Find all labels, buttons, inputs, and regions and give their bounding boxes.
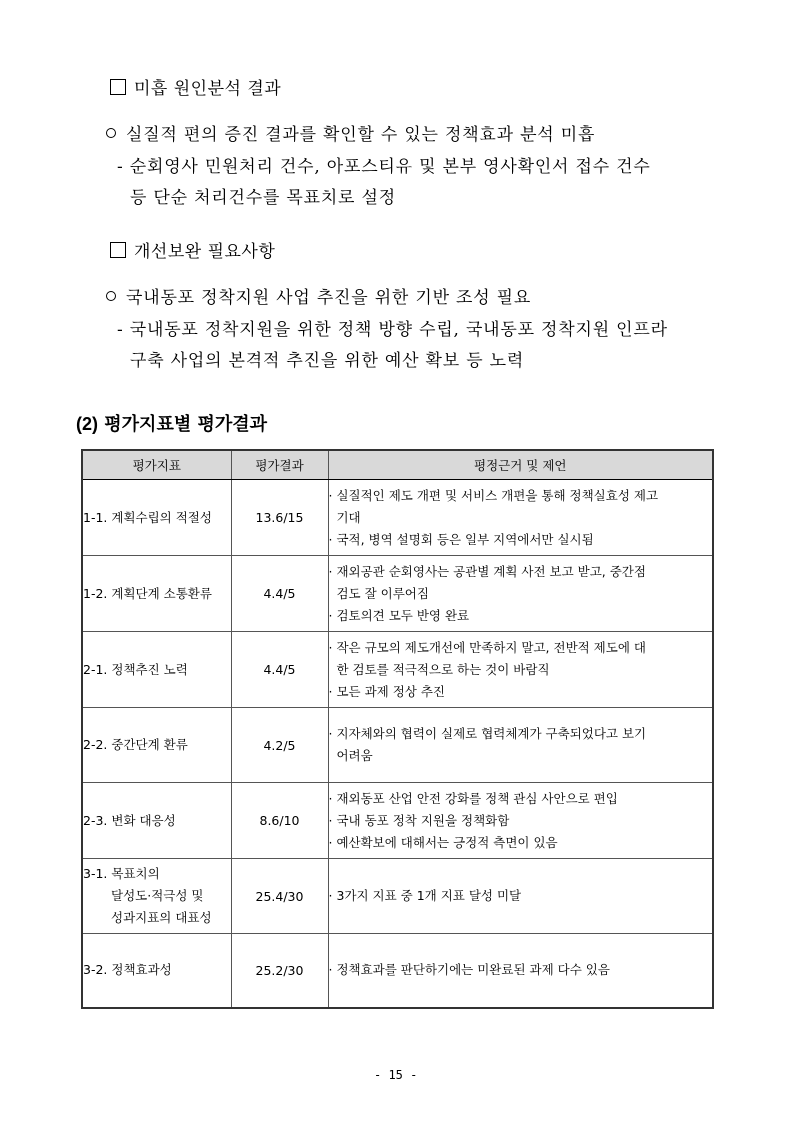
page-number: - 15 -: [374, 1068, 418, 1082]
indicator-text: 2-2. 중간단계 환류: [83, 737, 188, 752]
table-row: [82, 556, 713, 632]
comment-cell: [328, 556, 713, 632]
table-row: [82, 480, 713, 556]
evaluation-table: [81, 449, 714, 1009]
comment-cell: [328, 632, 713, 708]
indicator-text: 3-1. 목표치의: [83, 866, 160, 881]
indicator-text: 2-1. 정책추진 노력: [83, 661, 188, 677]
indicator-cell: [82, 859, 231, 934]
indicator-cell: [82, 480, 231, 556]
header-indicator: 평가지표: [82, 450, 231, 480]
section-heading-1: [110, 74, 281, 99]
table-row: [82, 859, 713, 934]
bullet-1: [106, 120, 595, 145]
comment-cell: [328, 859, 713, 934]
indicator-text: 성과지표의 대표성: [111, 910, 212, 925]
result-cell: 25.2/30: [231, 934, 328, 1008]
table-row: [82, 934, 713, 1008]
result-cell: 13.6/15: [231, 480, 328, 556]
indicator-text: 1-1. 계획수립의 적절성: [83, 509, 212, 525]
comment-line: · 정책효과를 판단하기에는 미완료된 과제 다수 있음: [328, 962, 610, 978]
comment-line: · 3가지 지표 중 1개 지표 달성 미달: [328, 888, 522, 903]
comment-cell: [328, 934, 713, 1008]
comment-line: · 작은 규모의 제도개선에 만족하지 말고, 전반적 제도에 대: [328, 639, 646, 655]
section-number: (2): [76, 414, 98, 434]
table-row: [82, 783, 713, 859]
result-cell: 4.4/5: [231, 632, 328, 708]
indicator-cell: [82, 934, 231, 1008]
circle-bullet-icon: [106, 128, 116, 138]
section-heading-text: 미흡 원인분석 결과: [134, 79, 282, 99]
indicator-cell: [82, 632, 231, 708]
indicator-text: 달성도·적극성 및: [111, 888, 204, 903]
comment-line: · 지자체와의 협력이 실제로 협력체계가 구축되었다고 보기: [328, 726, 647, 741]
comment-cell: [328, 783, 713, 859]
comment-line: 어려움: [328, 748, 373, 763]
indicator-cell: [82, 556, 231, 632]
indicator-text: 1-2. 계획단계 소통환류: [83, 585, 212, 601]
table-row: [82, 632, 713, 708]
result-cell: 8.6/10: [231, 783, 328, 859]
comment-line: 기대: [328, 509, 361, 525]
section-heading-2: [110, 237, 275, 262]
comment-line: · 실질적인 제도 개편 및 서비스 개편을 통해 정책실효성 제고: [328, 487, 659, 503]
section-heading-text: 개선보완 필요사항: [134, 242, 276, 262]
table-header-row: [82, 450, 713, 480]
comment-line: · 국적, 병역 설명회 등은 일부 지역에서만 실시됨: [328, 531, 594, 547]
indicator-text: 3-2. 정책효과성: [83, 962, 172, 978]
comment-cell: [328, 480, 713, 556]
indicator-cell: [82, 783, 231, 859]
bullet-text: 국내동포 정착지원 사업 추진을 위한 기반 조성 필요: [126, 288, 532, 308]
dash-line: - 순회영사 민원처리 건수, 아포스티유 및 본부 영사확인서 접수 건수: [117, 157, 651, 177]
circle-bullet-icon: [106, 291, 116, 301]
dash-line-cont: 구축 사업의 본격적 추진을 위한 예산 확보 등 노력: [130, 351, 525, 371]
comment-line: · 재외공관 순회영사는 공관별 계획 사전 보고 받고, 중간점: [328, 563, 646, 579]
bullet-text: 실질적 편의 증진 결과를 확인할 수 있는 정책효과 분석 미흡: [126, 125, 596, 145]
bullet-2: [106, 283, 531, 308]
result-cell: 25.4/30: [231, 859, 328, 934]
section-title-text: 평가지표별 평가결과: [104, 414, 268, 435]
comment-line: · 재외동포 산업 안전 강화를 정책 관심 사안으로 편입: [328, 790, 618, 806]
comment-line: 검도 잘 이루어짐: [328, 585, 429, 601]
result-cell: 4.2/5: [231, 708, 328, 783]
dash-line: - 국내동포 정착지원을 위한 정책 방향 수립, 국내동포 정착지원 인프라: [117, 320, 668, 340]
comment-line: · 모든 과제 정상 추진: [328, 683, 445, 699]
comment-line: · 국내 동포 정착 지원을 정책화함: [328, 812, 510, 828]
result-cell: 4.4/5: [231, 556, 328, 632]
checkbox-square-icon: [110, 242, 126, 258]
dash-line-cont: 등 단순 처리건수를 목표치로 설정: [130, 188, 396, 208]
comment-line: · 검토의견 모두 반영 완료: [328, 607, 470, 623]
table-section-title: [76, 410, 267, 436]
comment-line: 한 검토를 적극적으로 하는 것이 바람직: [328, 661, 550, 677]
comment-line: · 예산확보에 대해서는 긍정적 측면이 있음: [328, 834, 558, 850]
comment-cell: [328, 708, 713, 783]
indicator-text: 2-3. 변화 대응성: [83, 812, 176, 828]
checkbox-square-icon: [110, 79, 126, 95]
header-result: 평가결과: [231, 450, 328, 480]
indicator-cell: [82, 708, 231, 783]
header-comments: 평정근거 및 제언: [328, 450, 713, 480]
table-row: [82, 708, 713, 783]
